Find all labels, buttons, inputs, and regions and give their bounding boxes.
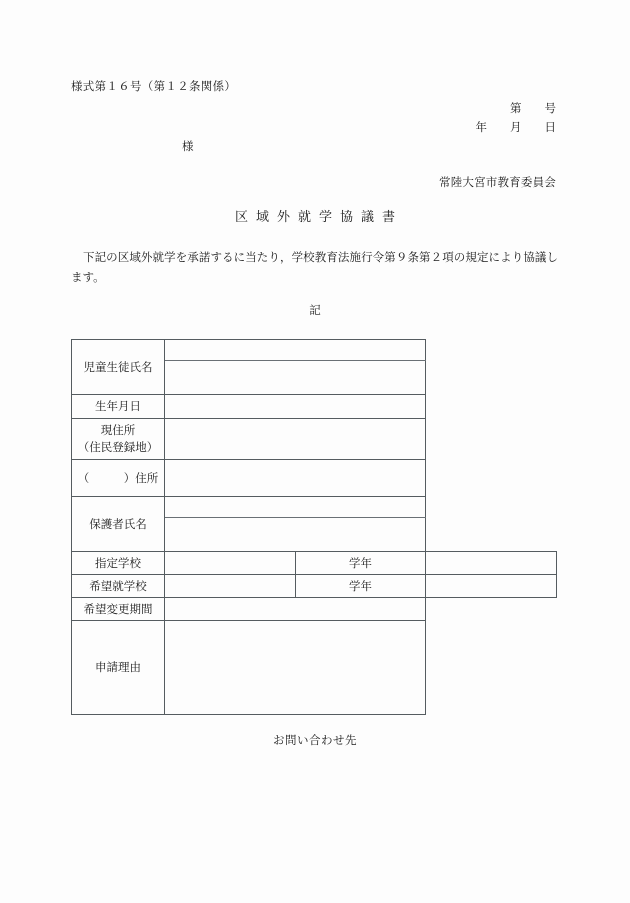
field-designated-grade[interactable] xyxy=(426,552,557,575)
row-label-current-address xyxy=(72,419,165,460)
note-marker: 記 xyxy=(309,303,321,317)
row-label-student-name: 児童生徒氏名 xyxy=(72,340,165,395)
table-row xyxy=(72,552,557,575)
field-guardian-name-furigana[interactable] xyxy=(165,497,426,518)
field-student-name-furigana[interactable] xyxy=(165,340,426,361)
form-number: 様式第１６号（第１２条関係） xyxy=(71,79,237,93)
current-address-line1: 現住所 xyxy=(100,423,136,438)
table-row xyxy=(72,340,557,361)
row-label-designated-grade: 学年 xyxy=(295,552,426,575)
field-desired-school[interactable] xyxy=(165,575,296,598)
field-change-period[interactable] xyxy=(165,598,426,621)
row-label-designated-school: 指定学校 xyxy=(72,552,165,575)
row-label-desired-school: 希望就学校 xyxy=(72,575,165,598)
field-guardian-name[interactable] xyxy=(165,518,426,552)
body-paragraph: 下記の区域外就学を承諾するに当たり，学校教育法施行令第９条第２項の規定により協議します。 xyxy=(71,250,558,285)
application-form-table xyxy=(71,339,557,715)
field-student-name[interactable] xyxy=(165,361,426,395)
current-address-line2: （住民登録地） xyxy=(77,440,159,454)
document-number-line: 第 号 xyxy=(510,101,556,115)
field-designated-school[interactable] xyxy=(165,552,296,575)
row-label-change-period: 希望変更期間 xyxy=(72,598,165,621)
row-label-other-address: （ ）住所 xyxy=(72,460,165,497)
table-row xyxy=(72,598,557,621)
addressee-honorific: 様 xyxy=(182,139,194,153)
table-row xyxy=(72,460,557,497)
field-current-address[interactable] xyxy=(165,419,426,460)
row-label-desired-grade: 学年 xyxy=(295,575,426,598)
row-label-birthdate: 生年月日 xyxy=(72,395,165,419)
row-label-application-reason: 申請理由 xyxy=(72,621,165,715)
table-row xyxy=(72,575,557,598)
table-row xyxy=(72,497,557,518)
table-row xyxy=(72,419,557,460)
contact-label: お問い合わせ先 xyxy=(273,733,357,747)
field-application-reason[interactable] xyxy=(165,621,426,715)
issuing-authority: 常陸大宮市教育委員会 xyxy=(439,175,556,189)
page-title: 区域外就学協議書 xyxy=(234,210,403,225)
table-row xyxy=(72,621,557,715)
row-label-guardian-name: 保護者氏名 xyxy=(72,497,165,552)
field-birthdate[interactable] xyxy=(165,395,426,419)
document-date-line: 年 月 日 xyxy=(475,120,556,134)
field-desired-grade[interactable] xyxy=(426,575,557,598)
field-other-address[interactable] xyxy=(165,460,426,497)
table-row xyxy=(72,395,557,419)
